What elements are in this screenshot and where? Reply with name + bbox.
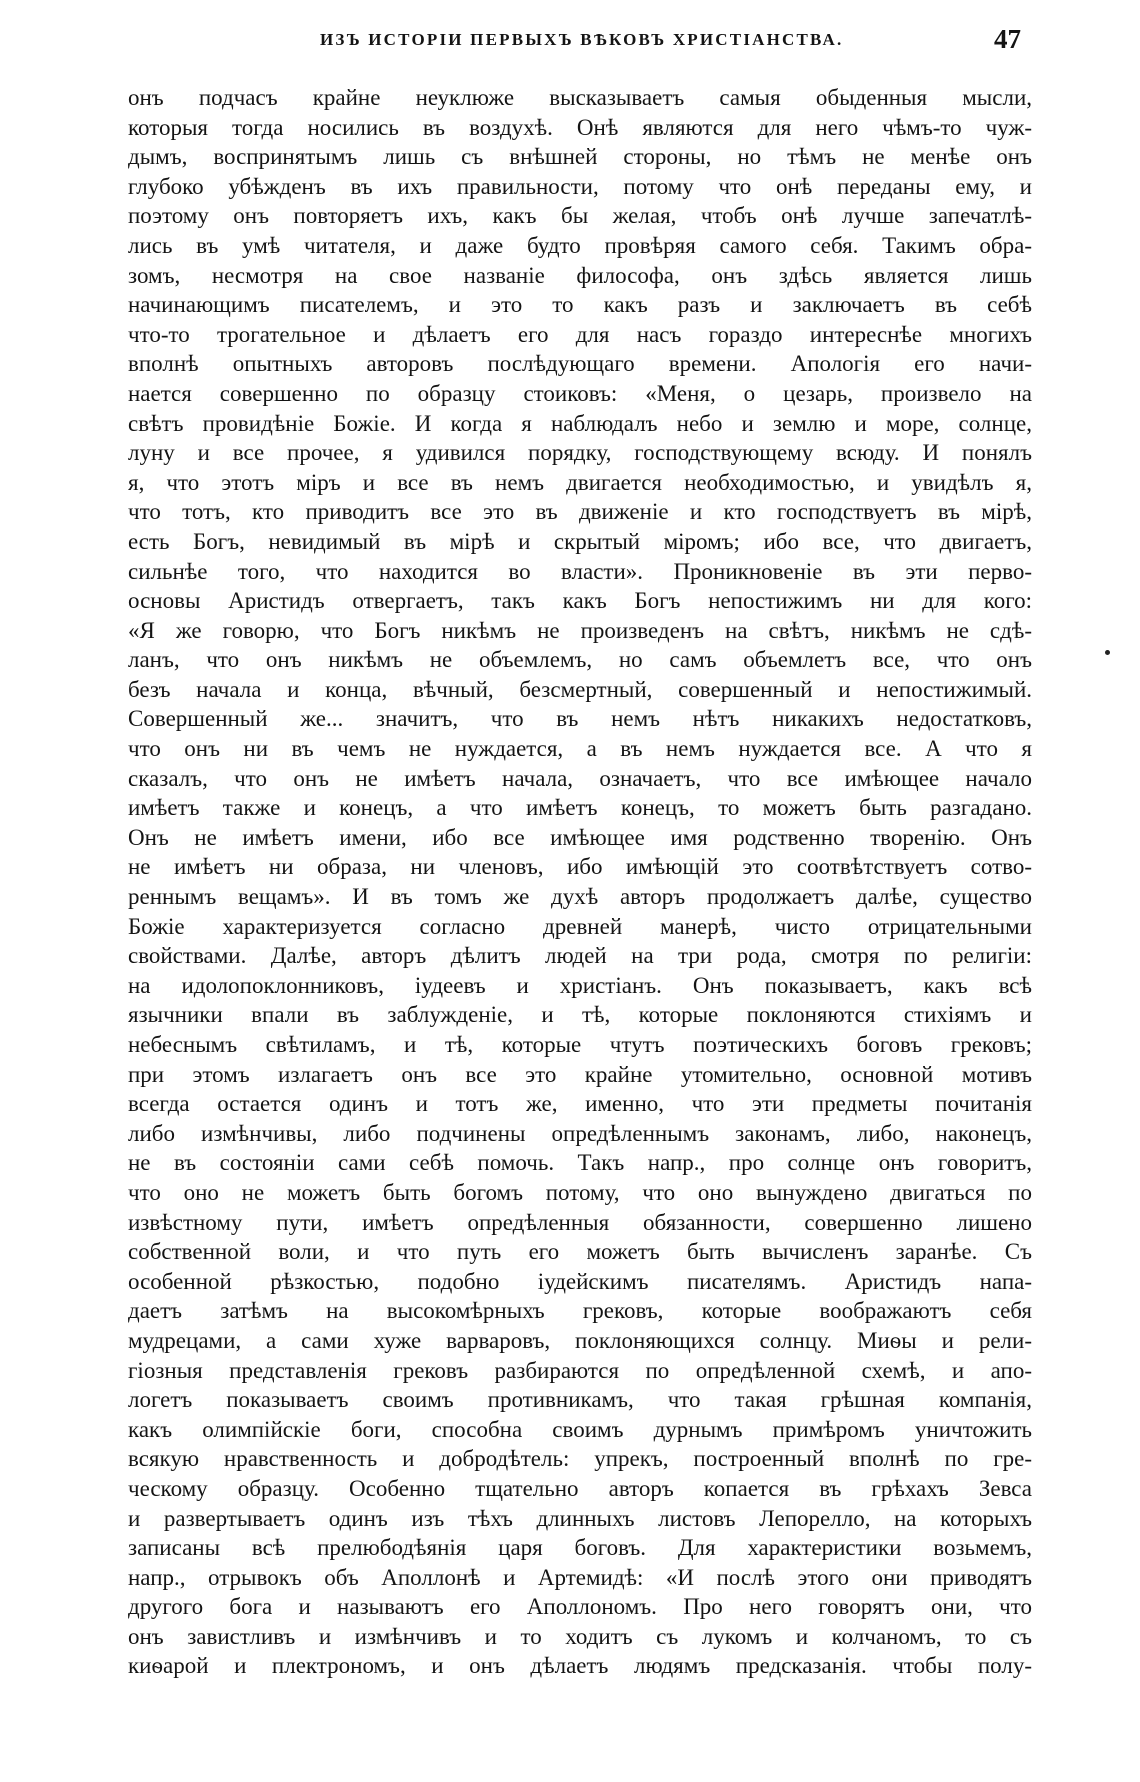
text-line: есть Богъ, невидимый въ мірѣ и скрытый міромъ; ибо все, что двигаетъ, [128, 528, 1032, 554]
text-line: не въ состояніи сами себѣ помочь. Такъ напр., про солнце онъ говоритъ, [128, 1150, 1032, 1176]
text-line: имѣетъ также и конецъ, а что имѣетъ конецъ, то можетъ быть разгадано. [128, 795, 1032, 821]
text-line: логетъ показываетъ своимъ противникамъ, что такая грѣшная компанія, [128, 1387, 1032, 1413]
text-line: начинающимъ писателемъ, и это то какъ разъ и заключаетъ въ себѣ [128, 292, 1032, 318]
text-line: свойствами. Далѣе, авторъ дѣлитъ людей на три рода, смотря по религіи: [128, 943, 1032, 969]
text-line: «Я же говорю, что Богъ никѣмъ не произведенъ на свѣтъ, никѣмъ не сдѣ- [128, 617, 1032, 643]
text-line: особенной рѣзкостью, подобно іудейскимъ писателямъ. Аристидъ напа- [128, 1268, 1032, 1294]
text-line: что онъ ни въ чемъ не нуждается, а въ немъ нуждается все. А что я [128, 736, 1032, 762]
text-line: какъ олимпійскіе боги, способна своимъ дурнымъ примѣромъ уничтожить [128, 1416, 1032, 1442]
text-line: на идолопоклонниковъ, іудеевъ и христіанъ. Онъ показываетъ, какъ всѣ [128, 972, 1032, 998]
text-line: реннымъ вещамъ». И въ томъ же духѣ авторъ продолжаетъ далѣе, существо [128, 884, 1032, 910]
text-line: не имѣетъ ни образа, ни членовъ, ибо имѣющій это соотвѣтствуетъ сотво- [128, 854, 1032, 880]
text-line: дымъ, воспринятымъ лишь съ внѣшней стороны, но тѣмъ не менѣе онъ [128, 144, 1032, 170]
text-line: напр., отрывокъ объ Аполлонѣ и Артемидѣ: «И послѣ этого они приводятъ [128, 1564, 1032, 1590]
text-line: онъ подчасъ крайне неуклюже высказываетъ самыя обыденныя мысли, [128, 85, 1032, 110]
body-text [128, 83, 1032, 1681]
text-line: всегда остается одинъ и тотъ же, именно, что эти предметы почитанія [128, 1091, 1032, 1117]
text-line: что оно не можетъ быть богомъ потому, что оно вынуждено двигаться по [128, 1179, 1032, 1205]
text-line: язычники впали въ заблужденіе, и тѣ, которые поклоняются стихіямъ и [128, 1002, 1032, 1028]
text-line: даетъ затѣмъ на высокомѣрныхъ грековъ, которые воображаютъ себя [128, 1298, 1032, 1324]
text-line: собственной воли, и что путь его можетъ быть вычисленъ заранѣе. Съ [128, 1239, 1032, 1265]
text-line: основы Аристидъ отвергаетъ, такъ какъ Богъ непостижимъ ни для кого: [128, 588, 1032, 614]
text-line: гіозныя представленія грековъ разбираются по опредѣленной схемѣ, и апо- [128, 1357, 1032, 1383]
text-line: Божіе характеризуется согласно древней манерѣ, чисто отрицательными [128, 913, 1032, 939]
text-line: я, что этотъ міръ и все въ немъ двигается необходимостью, и увидѣлъ я, [128, 469, 1032, 495]
text-line: которыя тогда носились въ воздухѣ. Онѣ являются для него чѣмъ-то чуж- [128, 114, 1032, 140]
text-line: небеснымъ свѣтиламъ, и тѣ, которые чтутъ поэтическихъ боговъ грековъ; [128, 1032, 1032, 1057]
text-line: и развертываетъ одинъ изъ тѣхъ длинныхъ листовъ Лепорелло, на которыхъ [128, 1505, 1032, 1531]
running-title: ИЗЪ ИСТОРІИ ПЕРВЫХЪ ВѢКОВЪ ХРИСТІАНСТВА. [320, 30, 844, 49]
text-line: Совершенный же... значитъ, что въ немъ нѣтъ никакихъ недостатковъ, [128, 706, 1032, 732]
text-line: глубоко убѣжденъ въ ихъ правильности, потому что онѣ переданы ему, и [128, 173, 1032, 199]
text-line: что тотъ, кто приводитъ все это въ движеніе и кто господствуетъ въ мірѣ, [128, 499, 1032, 525]
text-line: сказалъ, что онъ не имѣетъ начала, означаетъ, что все имѣющее начало [128, 765, 1032, 791]
text-line: при этомъ излагаетъ онъ все это крайне утомительно, основной мотивъ [128, 1061, 1032, 1087]
text-line: записаны всѣ прелюбодѣянія царя боговъ. Для характеристики возьмемъ, [128, 1535, 1032, 1561]
text-line: ланъ, что онъ никѣмъ не объемлемъ, но самъ объемлетъ все, что онъ [128, 647, 1032, 673]
text-line: Онъ не имѣетъ имени, ибо все имѣющее имя родственно творенію. Онъ [128, 824, 1032, 850]
text-line: лись въ умѣ читателя, и даже будто провѣряя самого себя. Такимъ обра- [128, 232, 1032, 258]
text-line: всякую нравственность и добродѣтель: упрекъ, построенный вполнѣ по гре- [128, 1446, 1032, 1472]
text-line: поэтому онъ повторяетъ ихъ, какъ бы желая, чтобъ онѣ лучше запечатлѣ- [128, 203, 1032, 229]
text-line: либо измѣнчивы, либо подчинены опредѣленнымъ законамъ, либо, наконецъ, [128, 1120, 1032, 1146]
text-line: другого бога и называютъ его Аполлономъ. Про него говорятъ они, что [128, 1594, 1032, 1620]
text-line: вполнѣ опытныхъ авторовъ послѣдующаго времени. Апологія его начи- [128, 351, 1032, 377]
text-line: мудрецами, а сами хуже варваровъ, поклоняющихся солнцу. Миѳы и рели- [128, 1327, 1032, 1353]
text-line: луну и все прочее, я удивился порядку, господствующему всюду. И понялъ [128, 440, 1032, 466]
text-line: сильнѣе того, что находится во власти». Проникновеніе въ эти перво- [128, 558, 1032, 584]
text-line: киѳарой и плектрономъ, и онъ дѣлаетъ людямъ предсказанія. чтобы полу- [128, 1653, 1032, 1679]
text-line: зомъ, несмотря на свое названіе философа, онъ здѣсь является лишь [128, 262, 1032, 288]
text-line: свѣтъ провидѣніе Божіе. И когда я наблюдалъ небо и землю и море, солнце, [128, 410, 1032, 436]
margin-mark [1105, 650, 1110, 655]
text-line: нается совершенно по образцу стоиковъ: «Меня, о цезарь, произвело на [128, 380, 1032, 406]
text-line: ческому образцу. Особенно тщательно авторъ копается въ грѣхахъ Зевса [128, 1475, 1032, 1501]
text-line: извѣстному пути, имѣетъ опредѣленныя обязанности, совершенно лишено [128, 1209, 1032, 1235]
text-line: что-то трогательное и дѣлаетъ его для насъ гораздо интереснѣе многихъ [128, 321, 1032, 347]
text-line: безъ начала и конца, вѣчный, безсмертный, совершенный и непостижимый. [128, 676, 1032, 702]
page-number: 47 [994, 24, 1021, 54]
text-line: онъ завистливъ и измѣнчивъ и то ходитъ съ лукомъ и колчаномъ, то съ [128, 1623, 1032, 1649]
